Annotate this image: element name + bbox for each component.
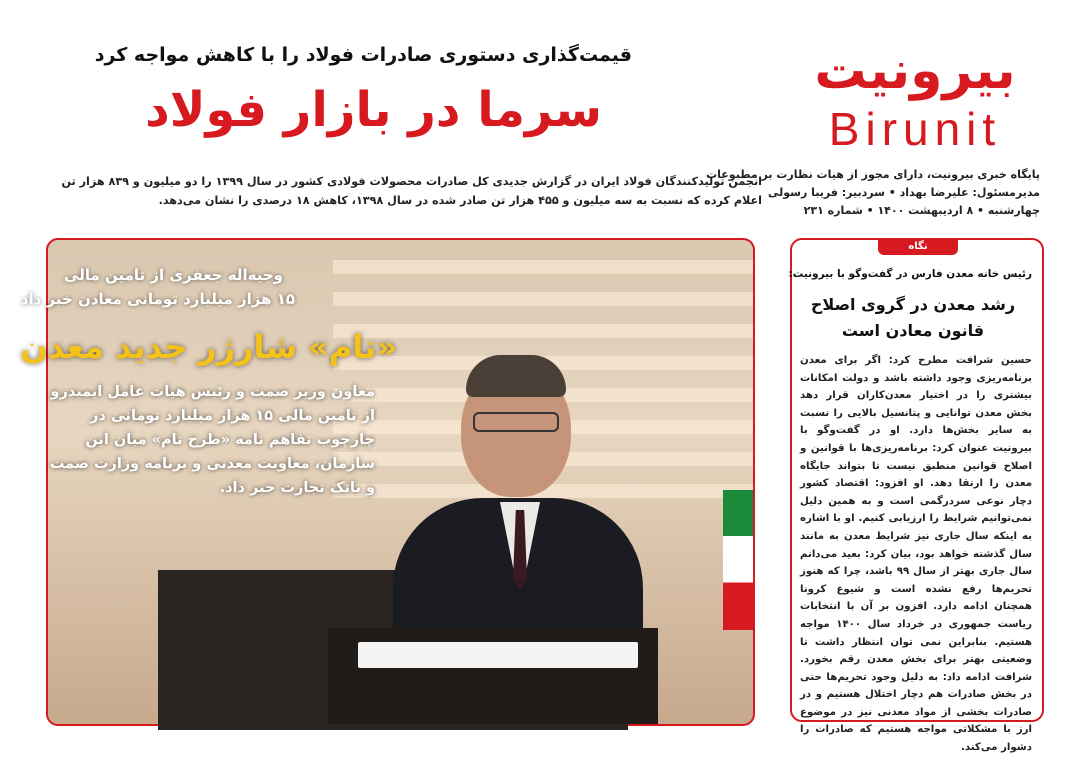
- photo-person-glasses: [473, 412, 559, 432]
- photo-person-hair: [466, 355, 566, 397]
- feature-body: معاون وزیر صمت و رئیس هیات عامل ایمیدرو از تامین مالی ۱۵ هزار میلیارد تومانی در چارچوب تفاهم نامه «طرح تام» میان این سازمان، معاونت معدنی و برنامه وزارت صمت و بانک تجارت خبر داد.: [49, 384, 375, 496]
- column-tag: نگاه: [878, 239, 958, 255]
- flag-image: [723, 490, 753, 630]
- headline-title[interactable]: سرما در بازار فولاد: [145, 82, 602, 138]
- column-body: حسین شرافت مطرح کرد: اگر برای معدن برنامه‌ریزی وجود داشته باشد و دولت امکانات بیشتری را در اختیار معدن‌کاران قرار دهد بخش معدن توانایی و پتانسیل بالایی را نسبت به سایر بخش‌ها دارد. او در گفت‌وگو با بیرونیت عنوان کرد: برنامه‌ریزی‌ها با قوانین و اصلاح قوانین منطبق نیست تا بتواند جایگاه معدن را ارتقا دهد. او افزود: اقتصاد کشور دچار نوعی سردرگمی است و به همین دلیل نمی‌توانیم شرایط را ارزیابی کنیم. او با اشاره به اینکه سال جاری نیز شرایط معدن به مانند سال گذشته خواهد بود، بیان کرد: بعید می‌دانم سال جاری بهتر از سال ۹۹ باشد، چرا که هنوز تحریم‌ها رفع نشده است و شیوع کرونا همچنان ادامه دارد. افزون بر آن با انتخابات ریاست جمهوری در خرداد سال ۱۴۰۰ مواجه هستیم. بنابراین نمی توان انتظار داشت تا وضعیتی بهتر برای بخش معدن رقم بخورد. شرافت ادامه داد: به دلیل وجود تحریم‌ها حتی در بخش صادرات هم دچار اختلال هستیم و در صادرات بخشی از مواد معدنی نیز در موضوع ارز با مشکلاتی مواجه هستیم که صادرات را دشوار می‌کند.: [800, 355, 1033, 754]
- masthead-tagline: پایگاه خبری بیرونیت، دارای مجوز از هیات نظارت بر مطبوعات: [706, 168, 1040, 181]
- headline-lead: انجمن تولیدکنندگان فولاد ایران در گزارش جدیدی کل صادرات محصولات فولادی کشور در سال ۱۳۹۹ را دو میلیون و ۸۳۹ هزار تن اعلام کرده که نسبت به سه میلیون و ۴۵۵ هزار تن صادر شده در سال ۱۳۹۸، کاهش ۱۸ درصدی را نشان می‌دهد.: [61, 175, 762, 207]
- feature-subtitle-2: ۱۵ هزار میلیارد تومانی معادن خبر داد: [20, 290, 295, 308]
- photo-paper: [358, 642, 638, 668]
- column-title[interactable]: رشد معدن در گروی اصلاح قانون معادن است: [810, 295, 1016, 340]
- column-box[interactable]: [788, 238, 1044, 754]
- photo-blind: [333, 260, 753, 274]
- photo-blind: [333, 292, 753, 306]
- column-kicker: رئیس خانه معدن فارس در گفت‌وگو با بیرونیت:: [788, 268, 1032, 280]
- masthead: [706, 41, 1040, 220]
- feature-subtitle-1: وجیه‌اله جعفری از تامین مالی: [64, 266, 283, 284]
- logo-latin: Birunit: [828, 103, 1002, 155]
- feature-card[interactable]: [20, 238, 755, 726]
- logo-persian: بیرونیت: [814, 41, 1016, 101]
- masthead-staff: مدیرمسئول: علیرضا بهداد • سردبیر: فریبا رسولی: [767, 186, 1040, 199]
- masthead-issue: چهارشنبه • ۸ اردیبهشت ۱۴۰۰ • شماره ۲۳۱: [803, 204, 1040, 217]
- feature-title[interactable]: «تام» شارژر جدید معدن: [20, 328, 397, 366]
- headline-kicker: قیمت‌گذاری دستوری صادرات فولاد را با کاهش مواجه کرد: [94, 44, 632, 66]
